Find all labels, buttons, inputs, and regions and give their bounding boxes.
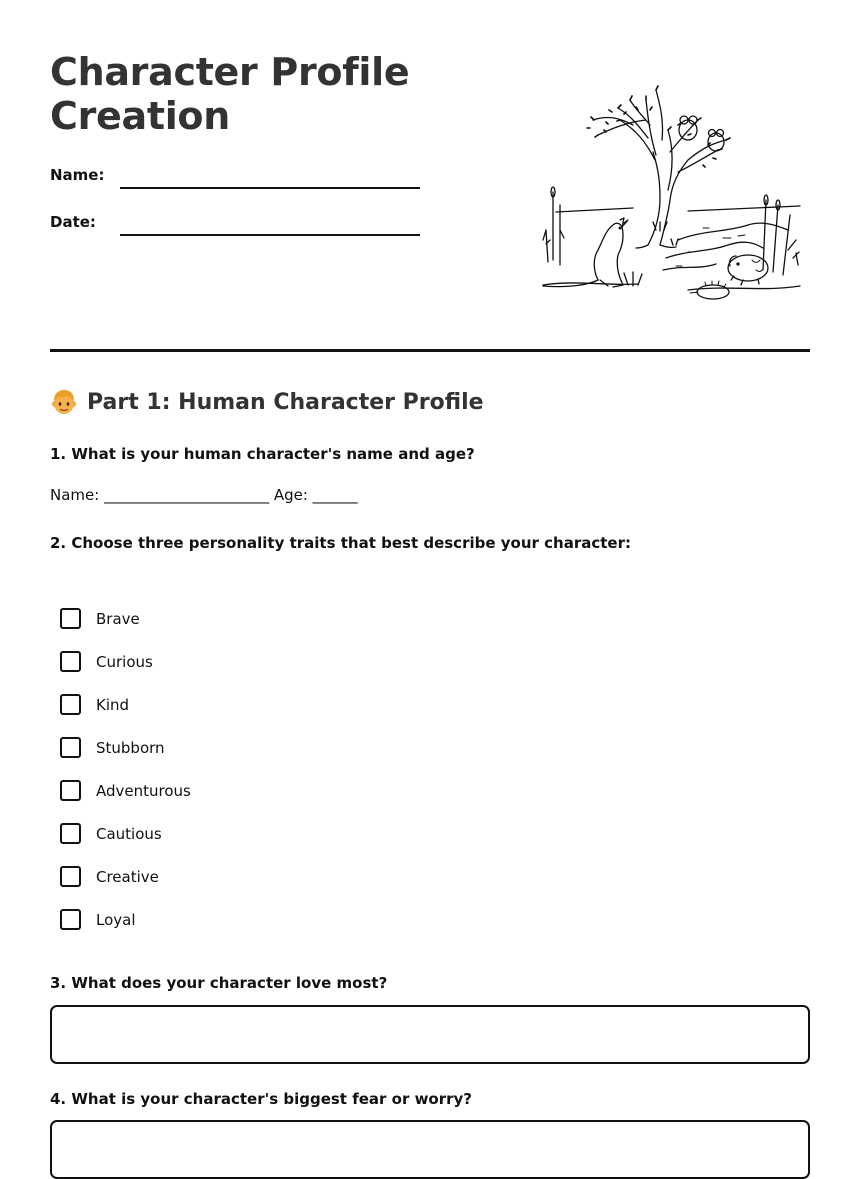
outback-animals-illustration: [538, 80, 808, 305]
checkbox[interactable]: [60, 608, 81, 629]
trait-option-curious[interactable]: [60, 640, 191, 683]
trait-option-kind[interactable]: [60, 683, 191, 726]
question-4-answer-box[interactable]: [50, 1120, 810, 1179]
part1-title: Part 1: Human Character Profile: [87, 389, 484, 415]
trait-label: Kind: [96, 695, 130, 714]
checkbox[interactable]: [60, 651, 81, 672]
checkbox[interactable]: [60, 909, 81, 930]
trait-option-cautious[interactable]: [60, 812, 191, 855]
trait-option-stubborn[interactable]: [60, 726, 191, 769]
part1-heading: [50, 388, 484, 416]
trait-option-loyal[interactable]: [60, 898, 191, 941]
checkbox[interactable]: [60, 694, 81, 715]
question-3: 3. What does your character love most?: [50, 974, 388, 992]
trait-option-creative[interactable]: [60, 855, 191, 898]
question-1: 1. What is your human character's name and age?: [50, 445, 475, 463]
date-field[interactable]: [120, 234, 420, 236]
trait-label: Creative: [96, 867, 159, 886]
checkbox[interactable]: [60, 780, 81, 801]
trait-label: Cautious: [96, 824, 162, 843]
person-emoji-icon: [50, 388, 78, 416]
question-4: 4. What is your character's biggest fear or worry?: [50, 1090, 473, 1108]
trait-label: Adventurous: [96, 781, 191, 800]
question-1-answer-line[interactable]: Name: ______________________ Age: ______: [50, 486, 358, 504]
checkbox[interactable]: [60, 823, 81, 844]
checkbox[interactable]: [60, 866, 81, 887]
trait-option-brave[interactable]: [60, 597, 191, 640]
section-divider: [50, 349, 810, 352]
trait-option-adventurous[interactable]: [60, 769, 191, 812]
question-2: 2. Choose three personality traits that best describe your character:: [50, 534, 631, 552]
traits-checklist: [60, 597, 191, 941]
trait-label: Stubborn: [96, 738, 165, 757]
title-line-2: Creation: [50, 94, 230, 138]
question-3-answer-box[interactable]: [50, 1005, 810, 1064]
trait-label: Loyal: [96, 910, 136, 929]
page-title: [50, 50, 409, 138]
name-label: Name:: [50, 166, 105, 184]
checkbox[interactable]: [60, 737, 81, 758]
name-field[interactable]: [120, 187, 420, 189]
trait-label: Brave: [96, 609, 140, 628]
trait-label: Curious: [96, 652, 153, 671]
title-line-1: Character Profile: [50, 50, 410, 94]
date-label: Date:: [50, 213, 96, 231]
